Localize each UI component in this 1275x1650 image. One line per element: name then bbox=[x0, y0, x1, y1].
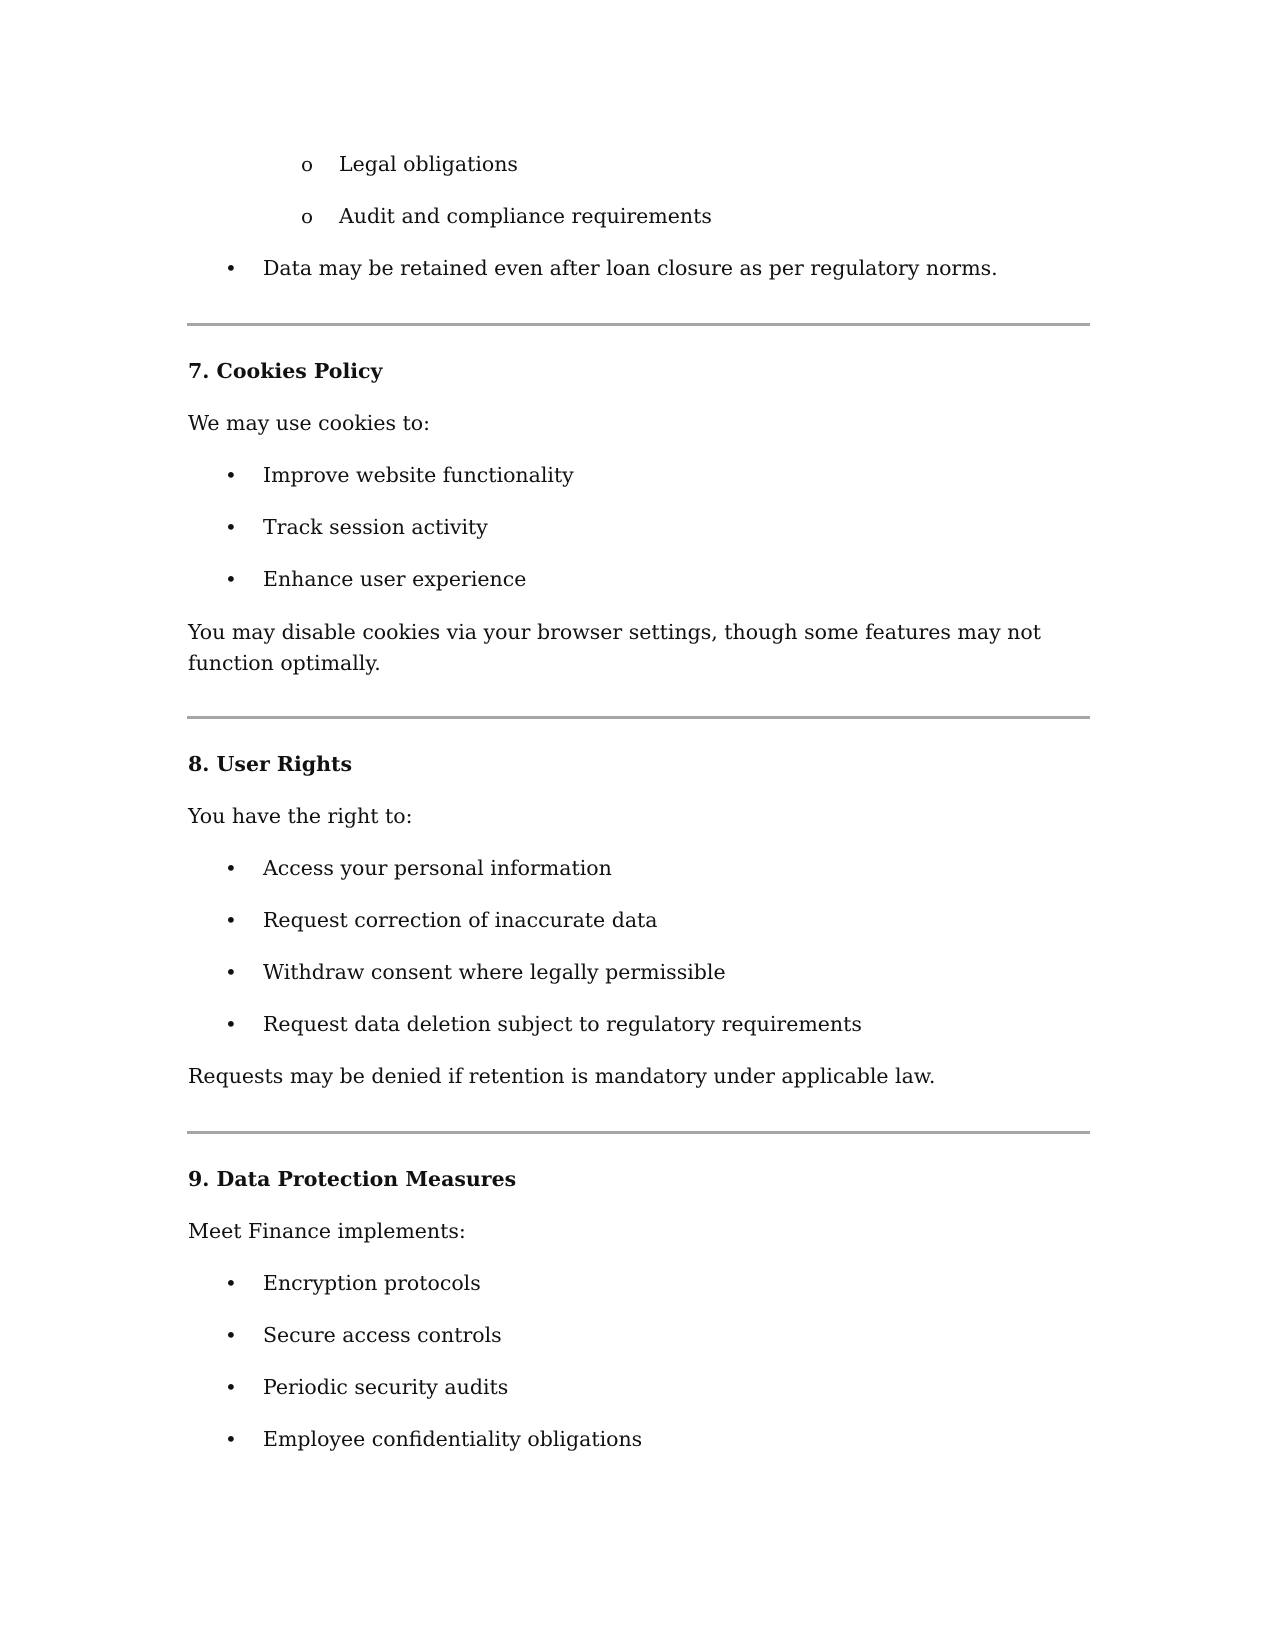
list-item: Track session activity bbox=[263, 515, 488, 539]
list-item: Legal obligations bbox=[339, 152, 518, 176]
section-heading: 9. Data Protection Measures bbox=[188, 1167, 517, 1191]
list-item: Data may be retained even after loan closure as per regulatory norms. bbox=[263, 256, 998, 280]
sub-bullet-marker: o bbox=[301, 204, 314, 228]
bullet-marker: • bbox=[225, 908, 237, 932]
section-heading: 7. Cookies Policy bbox=[188, 359, 383, 383]
list-item: Audit and compliance requirements bbox=[339, 204, 712, 228]
list-item: Secure access controls bbox=[263, 1323, 502, 1347]
section-divider bbox=[187, 716, 1090, 719]
section-intro: You have the right to: bbox=[188, 804, 413, 828]
bullet-marker: • bbox=[225, 856, 237, 880]
section-heading: 8. User Rights bbox=[188, 752, 353, 776]
section-intro: We may use cookies to: bbox=[188, 411, 430, 435]
bullet-marker: • bbox=[225, 1427, 237, 1451]
bullet-marker: • bbox=[225, 1012, 237, 1036]
bullet-marker: • bbox=[225, 567, 237, 591]
bullet-marker: • bbox=[225, 515, 237, 539]
section-note: You may disable cookies via your browser settings, though some features may not function optimally. bbox=[188, 620, 1041, 675]
section-intro: Meet Finance implements: bbox=[188, 1219, 466, 1243]
list-item: Periodic security audits bbox=[263, 1375, 509, 1399]
list-item: Encryption protocols bbox=[263, 1271, 481, 1295]
section-divider bbox=[187, 323, 1090, 326]
list-item: Request data deletion subject to regulatory requirements bbox=[263, 1012, 862, 1036]
section-note: Requests may be denied if retention is mandatory under applicable law. bbox=[188, 1064, 936, 1088]
list-item: Employee confidentiality obligations bbox=[263, 1427, 643, 1451]
section-divider bbox=[187, 1131, 1090, 1134]
bullet-marker: • bbox=[225, 1323, 237, 1347]
list-item: Withdraw consent where legally permissible bbox=[263, 960, 726, 984]
list-item: Request correction of inaccurate data bbox=[263, 908, 658, 932]
sub-bullet-marker: o bbox=[301, 152, 314, 176]
bullet-marker: • bbox=[225, 1375, 237, 1399]
bullet-marker: • bbox=[225, 463, 237, 487]
bullet-marker: • bbox=[225, 960, 237, 984]
bullet-marker: • bbox=[225, 256, 237, 280]
list-item: Enhance user experience bbox=[263, 567, 527, 591]
list-item: Access your personal information bbox=[263, 856, 612, 880]
list-item: Improve website functionality bbox=[263, 463, 574, 487]
bullet-marker: • bbox=[225, 1271, 237, 1295]
